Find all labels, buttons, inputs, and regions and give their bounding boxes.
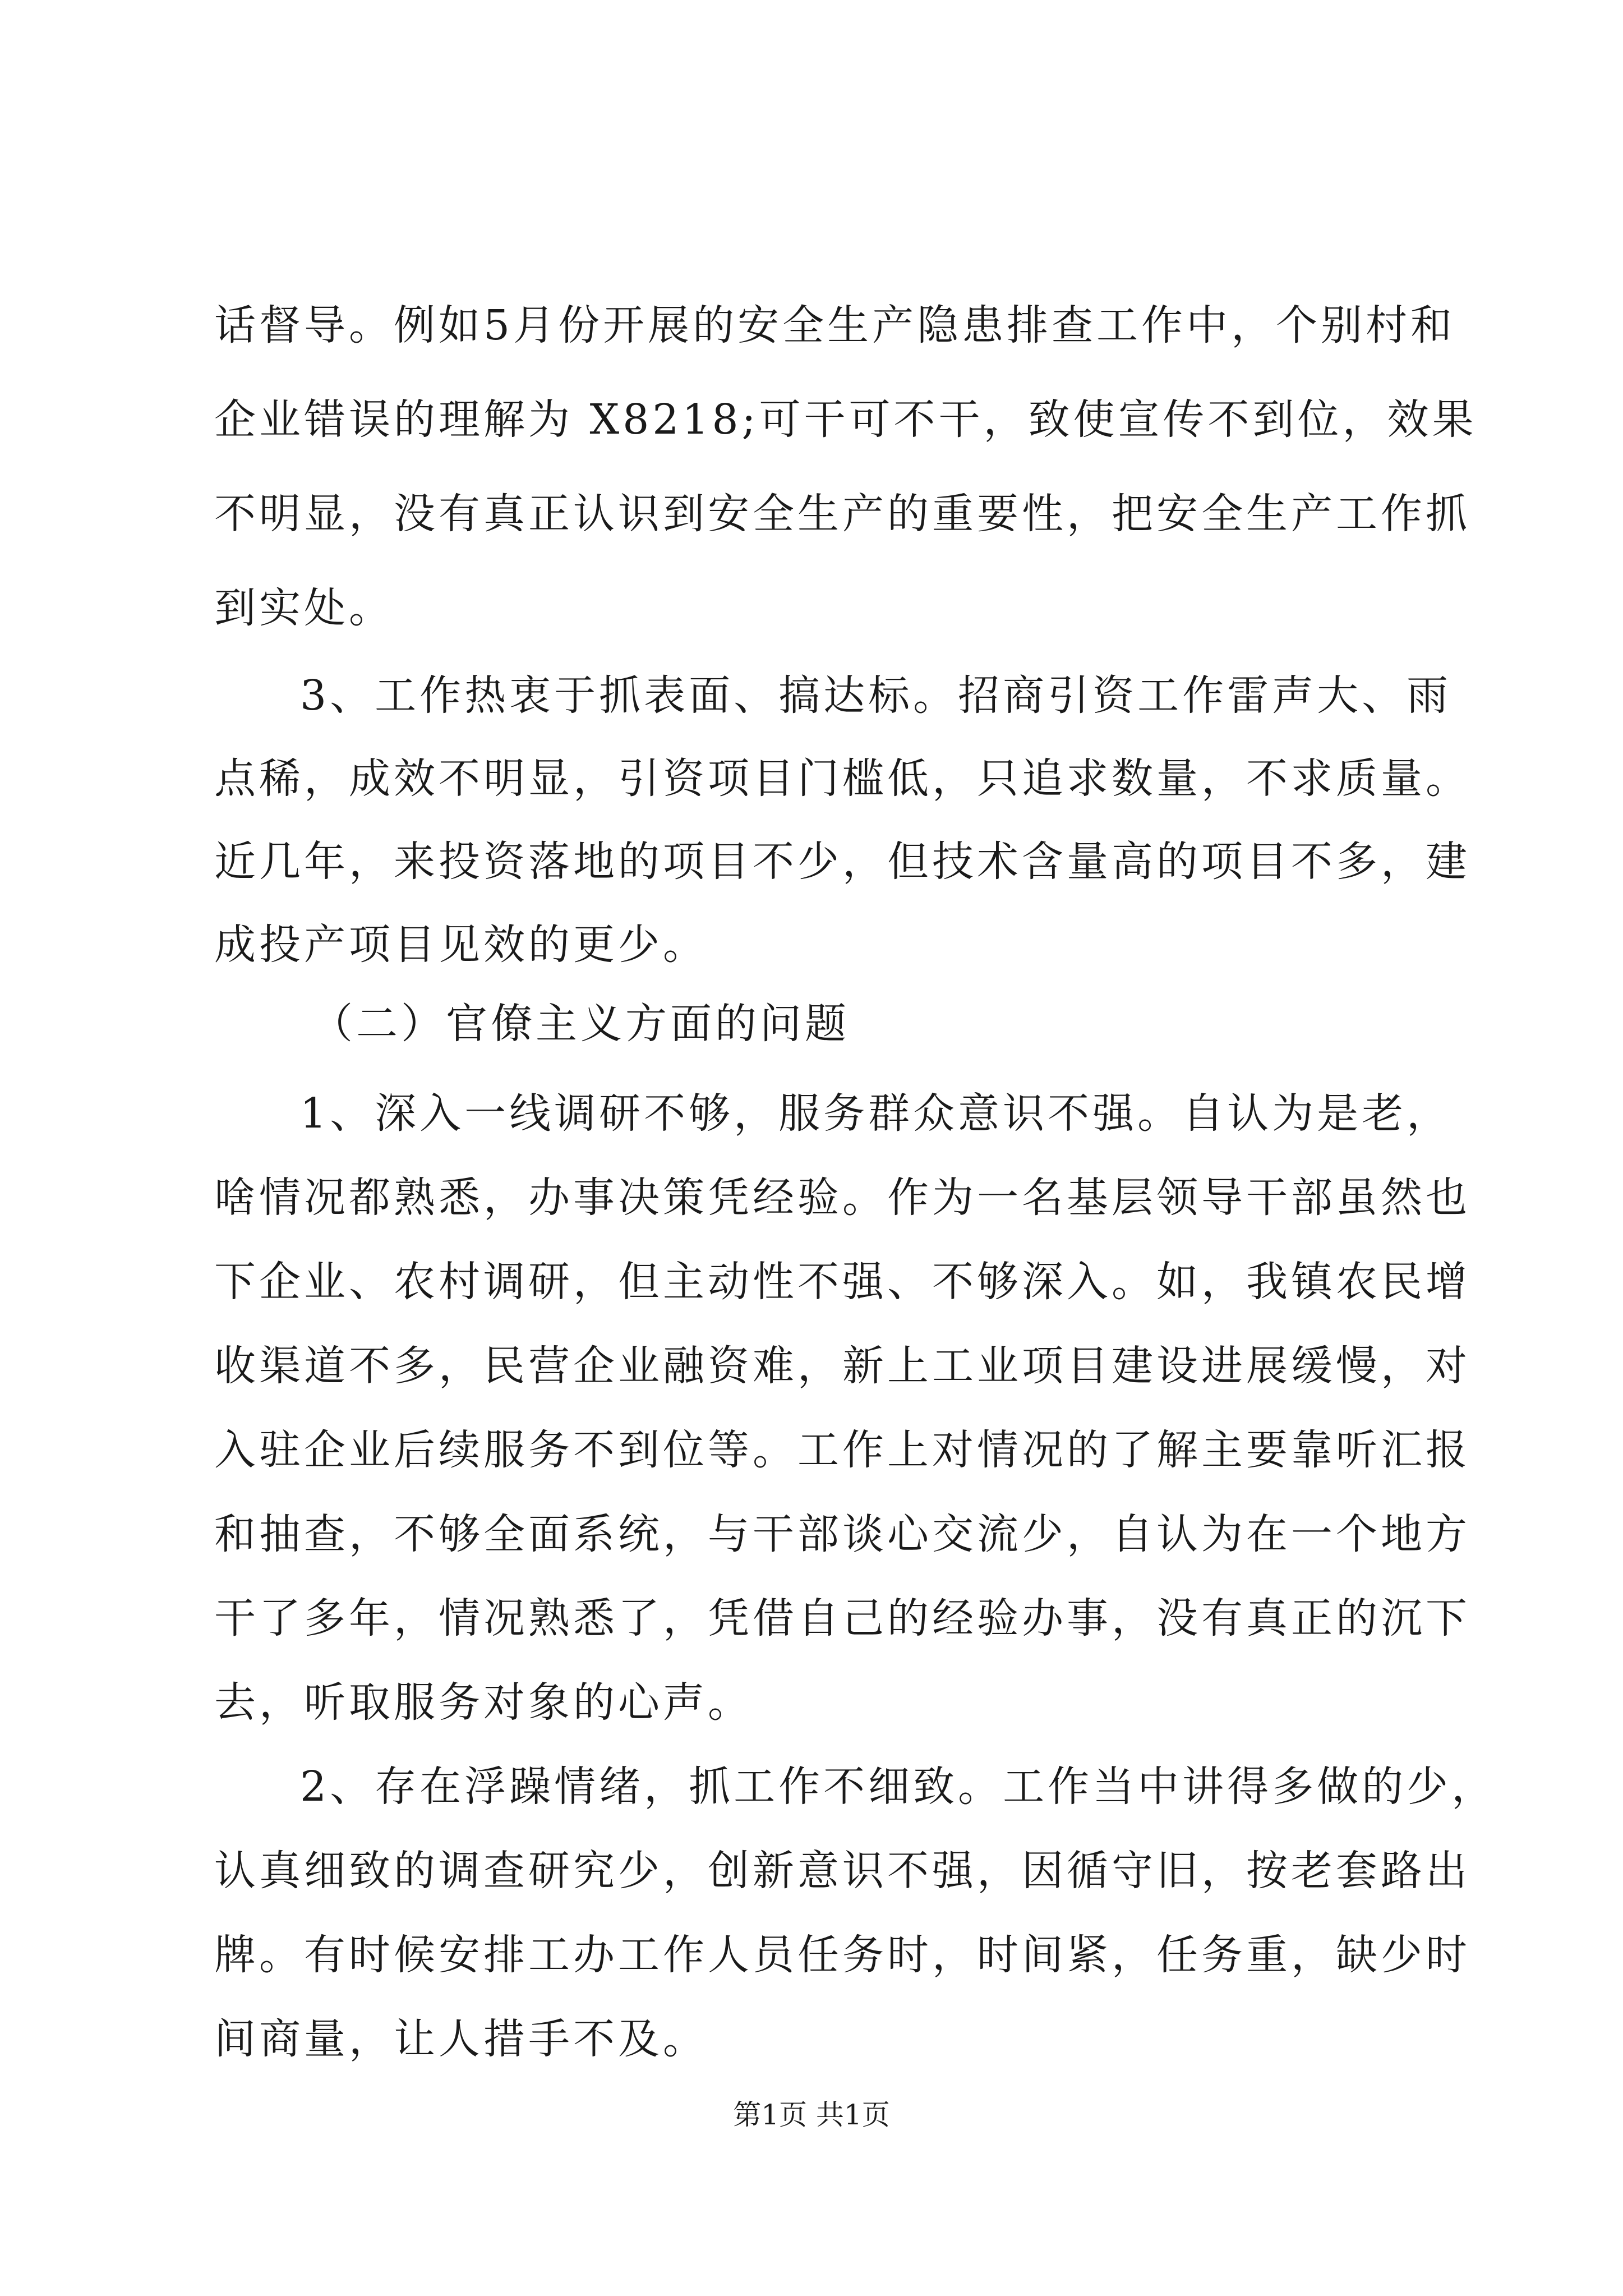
text-line: 点稀，成效不明显，引资项目门槛低，只追求数量，不求质量。 <box>214 754 1470 803</box>
text-line: 话督导。例如5月份开展的安全生产隐患排查工作中，个别村和 <box>214 301 1456 349</box>
section-heading: （二）官僚主义方面的问题 <box>311 1000 850 1048</box>
text-line: 下企业、农村调研，但主动性不强、不够深入。如，我镇农民增 <box>214 1258 1470 1306</box>
text-line: 去，听取服务对象的心声。 <box>214 1678 753 1727</box>
text-line: 入驻企业后续服务不到位等。工作上对情况的了解主要靠听汇报 <box>214 1426 1470 1474</box>
text-line: 到实处。 <box>214 584 394 632</box>
text-line: 和抽查，不够全面系统，与干部谈心交流少，自认为在一个地方 <box>214 1510 1470 1558</box>
text-line: 干了多年，情况熟悉了，凭借自己的经验办事，没有真正的沉下 <box>214 1594 1470 1642</box>
text-line: 牌。有时候安排工办工作人员任务时，时间紧，任务重，缺少时 <box>214 1931 1470 1979</box>
text-line: 收渠道不多，民营企业融资难，新上工业项目建设进展缓慢，对 <box>214 1342 1470 1390</box>
text-line: 企业错误的理解为 X8218;可干可不干，致使宣传不到位，效果 <box>214 395 1477 444</box>
text-line: 3、工作热衷于抓表面、搞达标。招商引资工作雷声大、雨 <box>300 671 1452 720</box>
text-line: 认真细致的调查研究少，创新意识不强，因循守旧，按老套路出 <box>214 1847 1470 1895</box>
text-line: 啥情况都熟悉，办事决策凭经验。作为一名基层领导干部虽然也 <box>214 1174 1470 1222</box>
text-line: 1、深入一线调研不够，服务群众意识不强。自认为是老， <box>300 1089 1452 1138</box>
text-line: 间商量，让人措手不及。 <box>214 2015 708 2063</box>
text-line: 2、存在浮躁情绪，抓工作不细致。工作当中讲得多做的少， <box>300 1763 1497 1811</box>
text-line: 不明显，没有真正认识到安全生产的重要性，把安全生产工作抓 <box>214 490 1470 538</box>
text-line: 近几年，来投资落地的项目不少，但技术含量高的项目不多，建 <box>214 838 1470 886</box>
page-number-footer: 第1页 共1页 <box>733 2099 890 2131</box>
text-line: 成投产项目见效的更少。 <box>214 921 708 969</box>
